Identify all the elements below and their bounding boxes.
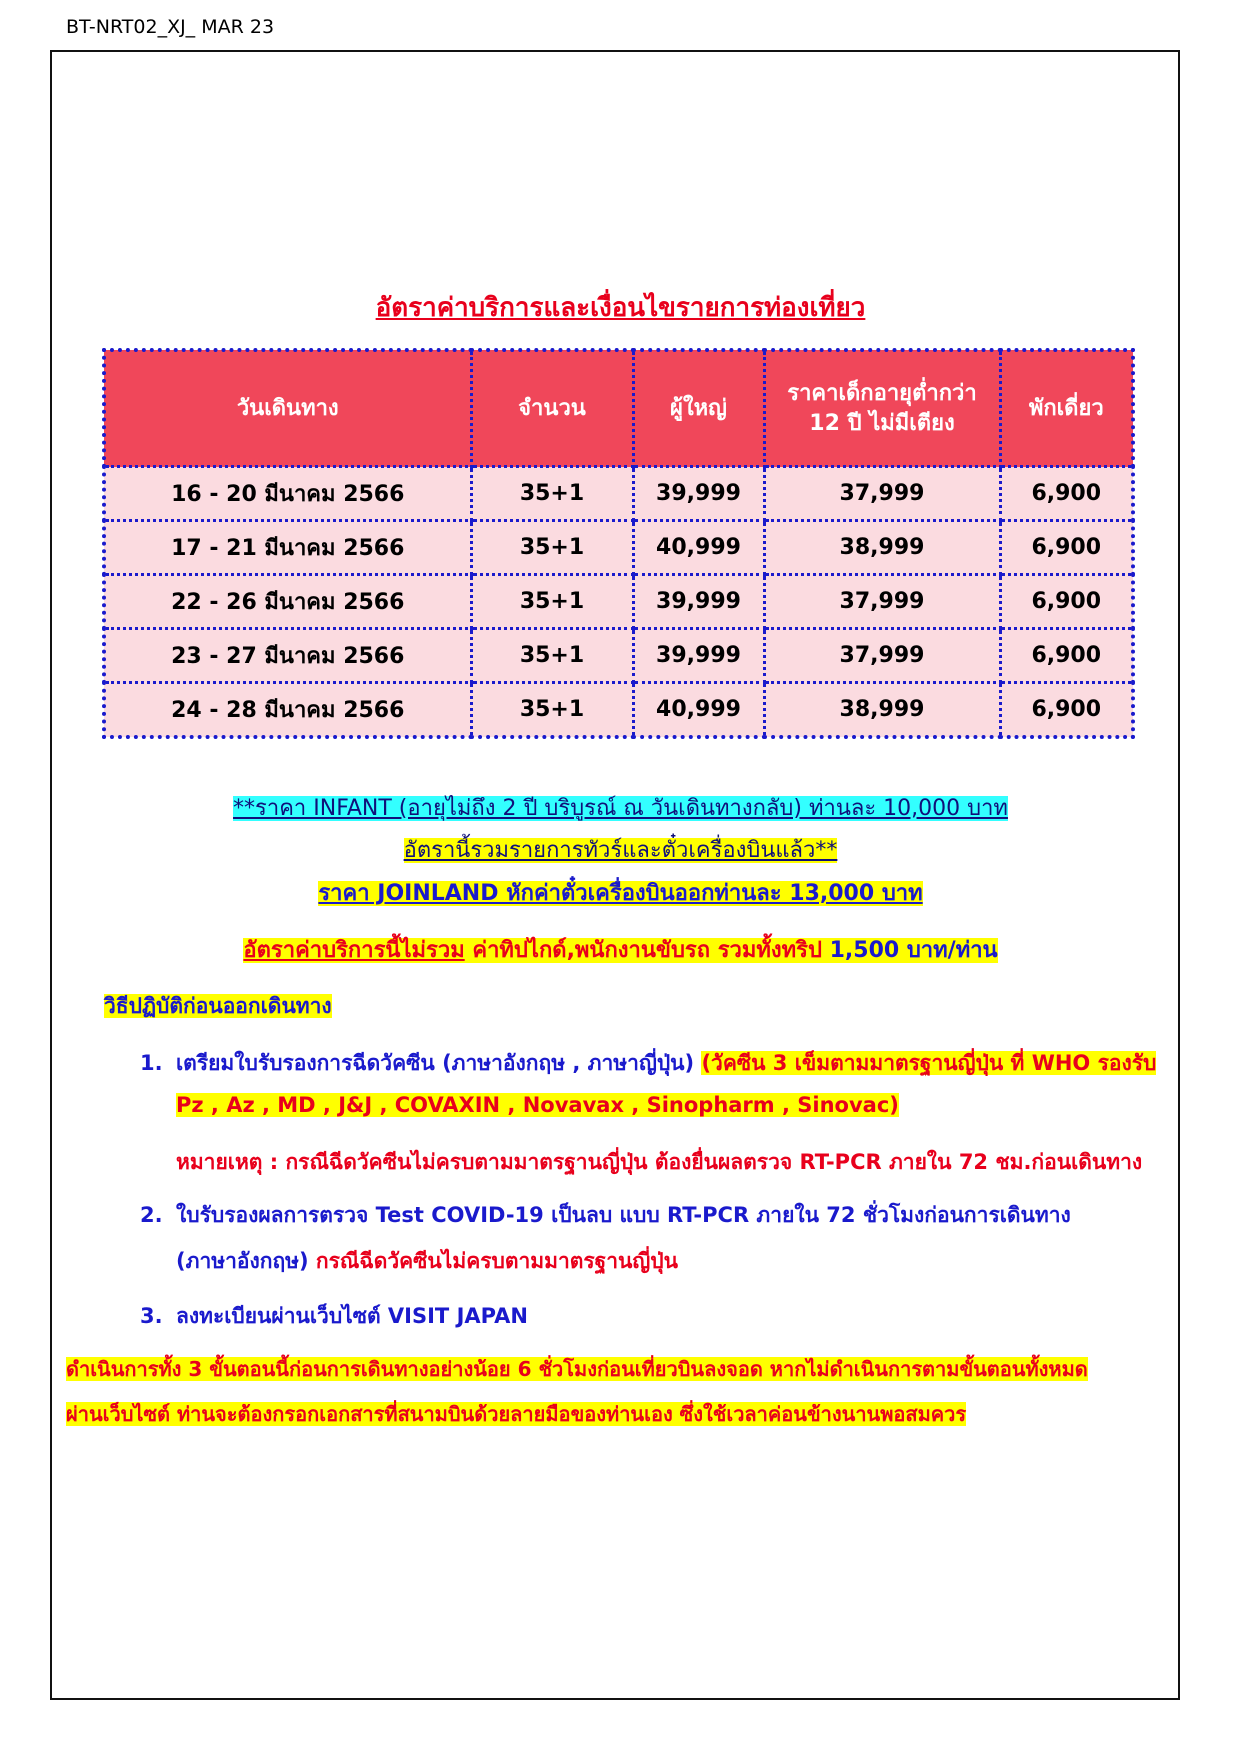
item-2-number: 2. <box>140 1203 163 1227</box>
cell-child: 38,999 <box>764 521 1000 575</box>
table-row <box>104 629 1133 683</box>
cell-single: 6,900 <box>1000 575 1133 629</box>
item-1-highlight: (วัคซีน 3 เข็มตามมาตรฐานญี่ปุ่น ที่ WHO รองรับ <box>701 1051 1157 1075</box>
infant-price-line <box>0 790 1241 825</box>
rates-table <box>102 348 1135 739</box>
item-2-red-text: กรณีฉีดวัคซีนไม่ครบตามมาตรฐานญี่ปุ่น <box>308 1249 678 1273</box>
cell-child: 37,999 <box>764 575 1000 629</box>
item-1-vaccine-list: Pz , Az , MD , J&J , COVAXIN , Novavax , Sinopharm , Sinovac) <box>176 1093 899 1117</box>
cell-date: 17 - 21 มีนาคม 2566 <box>104 521 471 575</box>
cell-single: 6,900 <box>1000 467 1133 521</box>
joinland-text: ราคา JOINLAND หักค่าตั๋วเครื่องบินออกท่านละ 13,000 บาท <box>318 881 923 906</box>
final-note-line-2 <box>66 1398 966 1430</box>
header-child-no-bed: ราคาเด็กอายุต่ำกว่า 12 ปี ไม่มีเตียง <box>764 350 1000 467</box>
item-1-note-text: หมายเหตุ : กรณีฉีดวัคซีนไม่ครบตามมาตรฐานญี่ปุ่น ต้องยื่นผลตรวจ RT-PCR ภายใน 72 ชม.ก่อนเดินทาง <box>176 1150 1143 1174</box>
table-row <box>104 467 1133 521</box>
cell-date: 24 - 28 มีนาคม 2566 <box>104 683 471 738</box>
final-note-line-1 <box>66 1353 1088 1385</box>
excludes-line <box>0 932 1241 967</box>
procedure-item-1 <box>140 1047 1156 1080</box>
infant-price-text: **ราคา INFANT (อายุไม่ถึง 2 ปี บริบูรณ์ ณ วันเดินทางกลับ) ท่านละ 10,000 บาท <box>233 796 1008 821</box>
cell-adult: 39,999 <box>633 467 764 521</box>
header-single: พักเดี่ยว <box>1000 350 1133 467</box>
cell-date: 23 - 27 มีนาคม 2566 <box>104 629 471 683</box>
final-note-text-1: ดำเนินการทั้ง 3 ขั้นตอนนี้ก่อนการเดินทางอย่างน้อย 6 ชั่วโมงก่อนเที่ยวบินลงจอด หากไม่ดำเนินการตามขั้นตอนทั้งหมด <box>66 1357 1088 1381</box>
item-2-text: ใบรับรองผลการตรวจ Test COVID-19 เป็นลบ แบบ RT-PCR ภายใน 72 ชั่วโมงก่อนการเดินทาง <box>176 1203 1071 1227</box>
cell-seats: 35+1 <box>471 521 633 575</box>
table-row <box>104 683 1133 738</box>
header-seats: จำนวน <box>471 350 633 467</box>
cell-child: 37,999 <box>764 467 1000 521</box>
table-row <box>104 575 1133 629</box>
cell-adult: 40,999 <box>633 683 764 738</box>
joinland-line <box>0 875 1241 910</box>
cell-adult: 40,999 <box>633 521 764 575</box>
item-2-text-cont: (ภาษาอังกฤษ) <box>176 1249 309 1273</box>
page-title: อัตราค่าบริการและเงื่อนไขรายการท่องเที่ยว <box>375 293 866 323</box>
includes-text: อัตรานี้รวมรายการทัวร์และตั๋วเครื่องบินแล้ว** <box>403 838 838 863</box>
excludes-amount: 1,500 บาท/ท่าน <box>829 938 998 963</box>
header-adult: ผู้ใหญ่ <box>633 350 764 467</box>
final-note-text-2: ผ่านเว็บไซต์ ท่านจะต้องกรอกเอกสารที่สนามบินด้วยลายมือของท่านเอง ซึ่งใช้เวลาค่อนข้างนานพอสมควร <box>66 1402 967 1426</box>
cell-single: 6,900 <box>1000 629 1133 683</box>
item-3-text: ลงทะเบียนผ่านเว็บไซต์ VISIT JAPAN <box>176 1304 528 1328</box>
excludes-highlight <box>243 938 997 963</box>
includes-line <box>0 832 1241 867</box>
cell-child: 37,999 <box>764 629 1000 683</box>
procedure-item-2 <box>140 1199 1071 1232</box>
cell-date: 16 - 20 มีนาคม 2566 <box>104 467 471 521</box>
item-3-number: 3. <box>140 1304 163 1328</box>
cell-adult: 39,999 <box>633 629 764 683</box>
table-row <box>104 521 1133 575</box>
cell-adult: 39,999 <box>633 575 764 629</box>
procedure-heading <box>104 990 332 1023</box>
procedure-heading-text: วิธีปฏิบัติก่อนออกเดินทาง <box>104 994 332 1018</box>
procedure-item-2-cont <box>176 1245 678 1278</box>
cell-child: 38,999 <box>764 683 1000 738</box>
table-header-row <box>104 350 1133 467</box>
cell-single: 6,900 <box>1000 521 1133 575</box>
cell-date: 22 - 26 มีนาคม 2566 <box>104 575 471 629</box>
cell-seats: 35+1 <box>471 575 633 629</box>
cell-seats: 35+1 <box>471 629 633 683</box>
procedure-item-3 <box>140 1300 528 1333</box>
item-1-number: 1. <box>140 1051 163 1075</box>
cell-single: 6,900 <box>1000 683 1133 738</box>
procedure-item-1-note <box>176 1146 1142 1179</box>
excludes-text: ค่าทิปไกด์,พนักงานขับรถ รวมทั้งทริป <box>464 938 830 963</box>
cell-seats: 35+1 <box>471 683 633 738</box>
document-code: BT-NRT02_XJ_ MAR 23 <box>66 16 275 38</box>
item-1-text: เตรียมใบรับรองการฉีดวัคซีน (ภาษาอังกฤษ , ภาษาญี่ปุ่น) <box>176 1051 695 1075</box>
cell-seats: 35+1 <box>471 467 633 521</box>
header-travel-date: วันเดินทาง <box>104 350 471 467</box>
procedure-item-1-cont <box>176 1093 899 1117</box>
excludes-label: อัตราค่าบริการนี้ไม่รวม <box>243 938 465 963</box>
